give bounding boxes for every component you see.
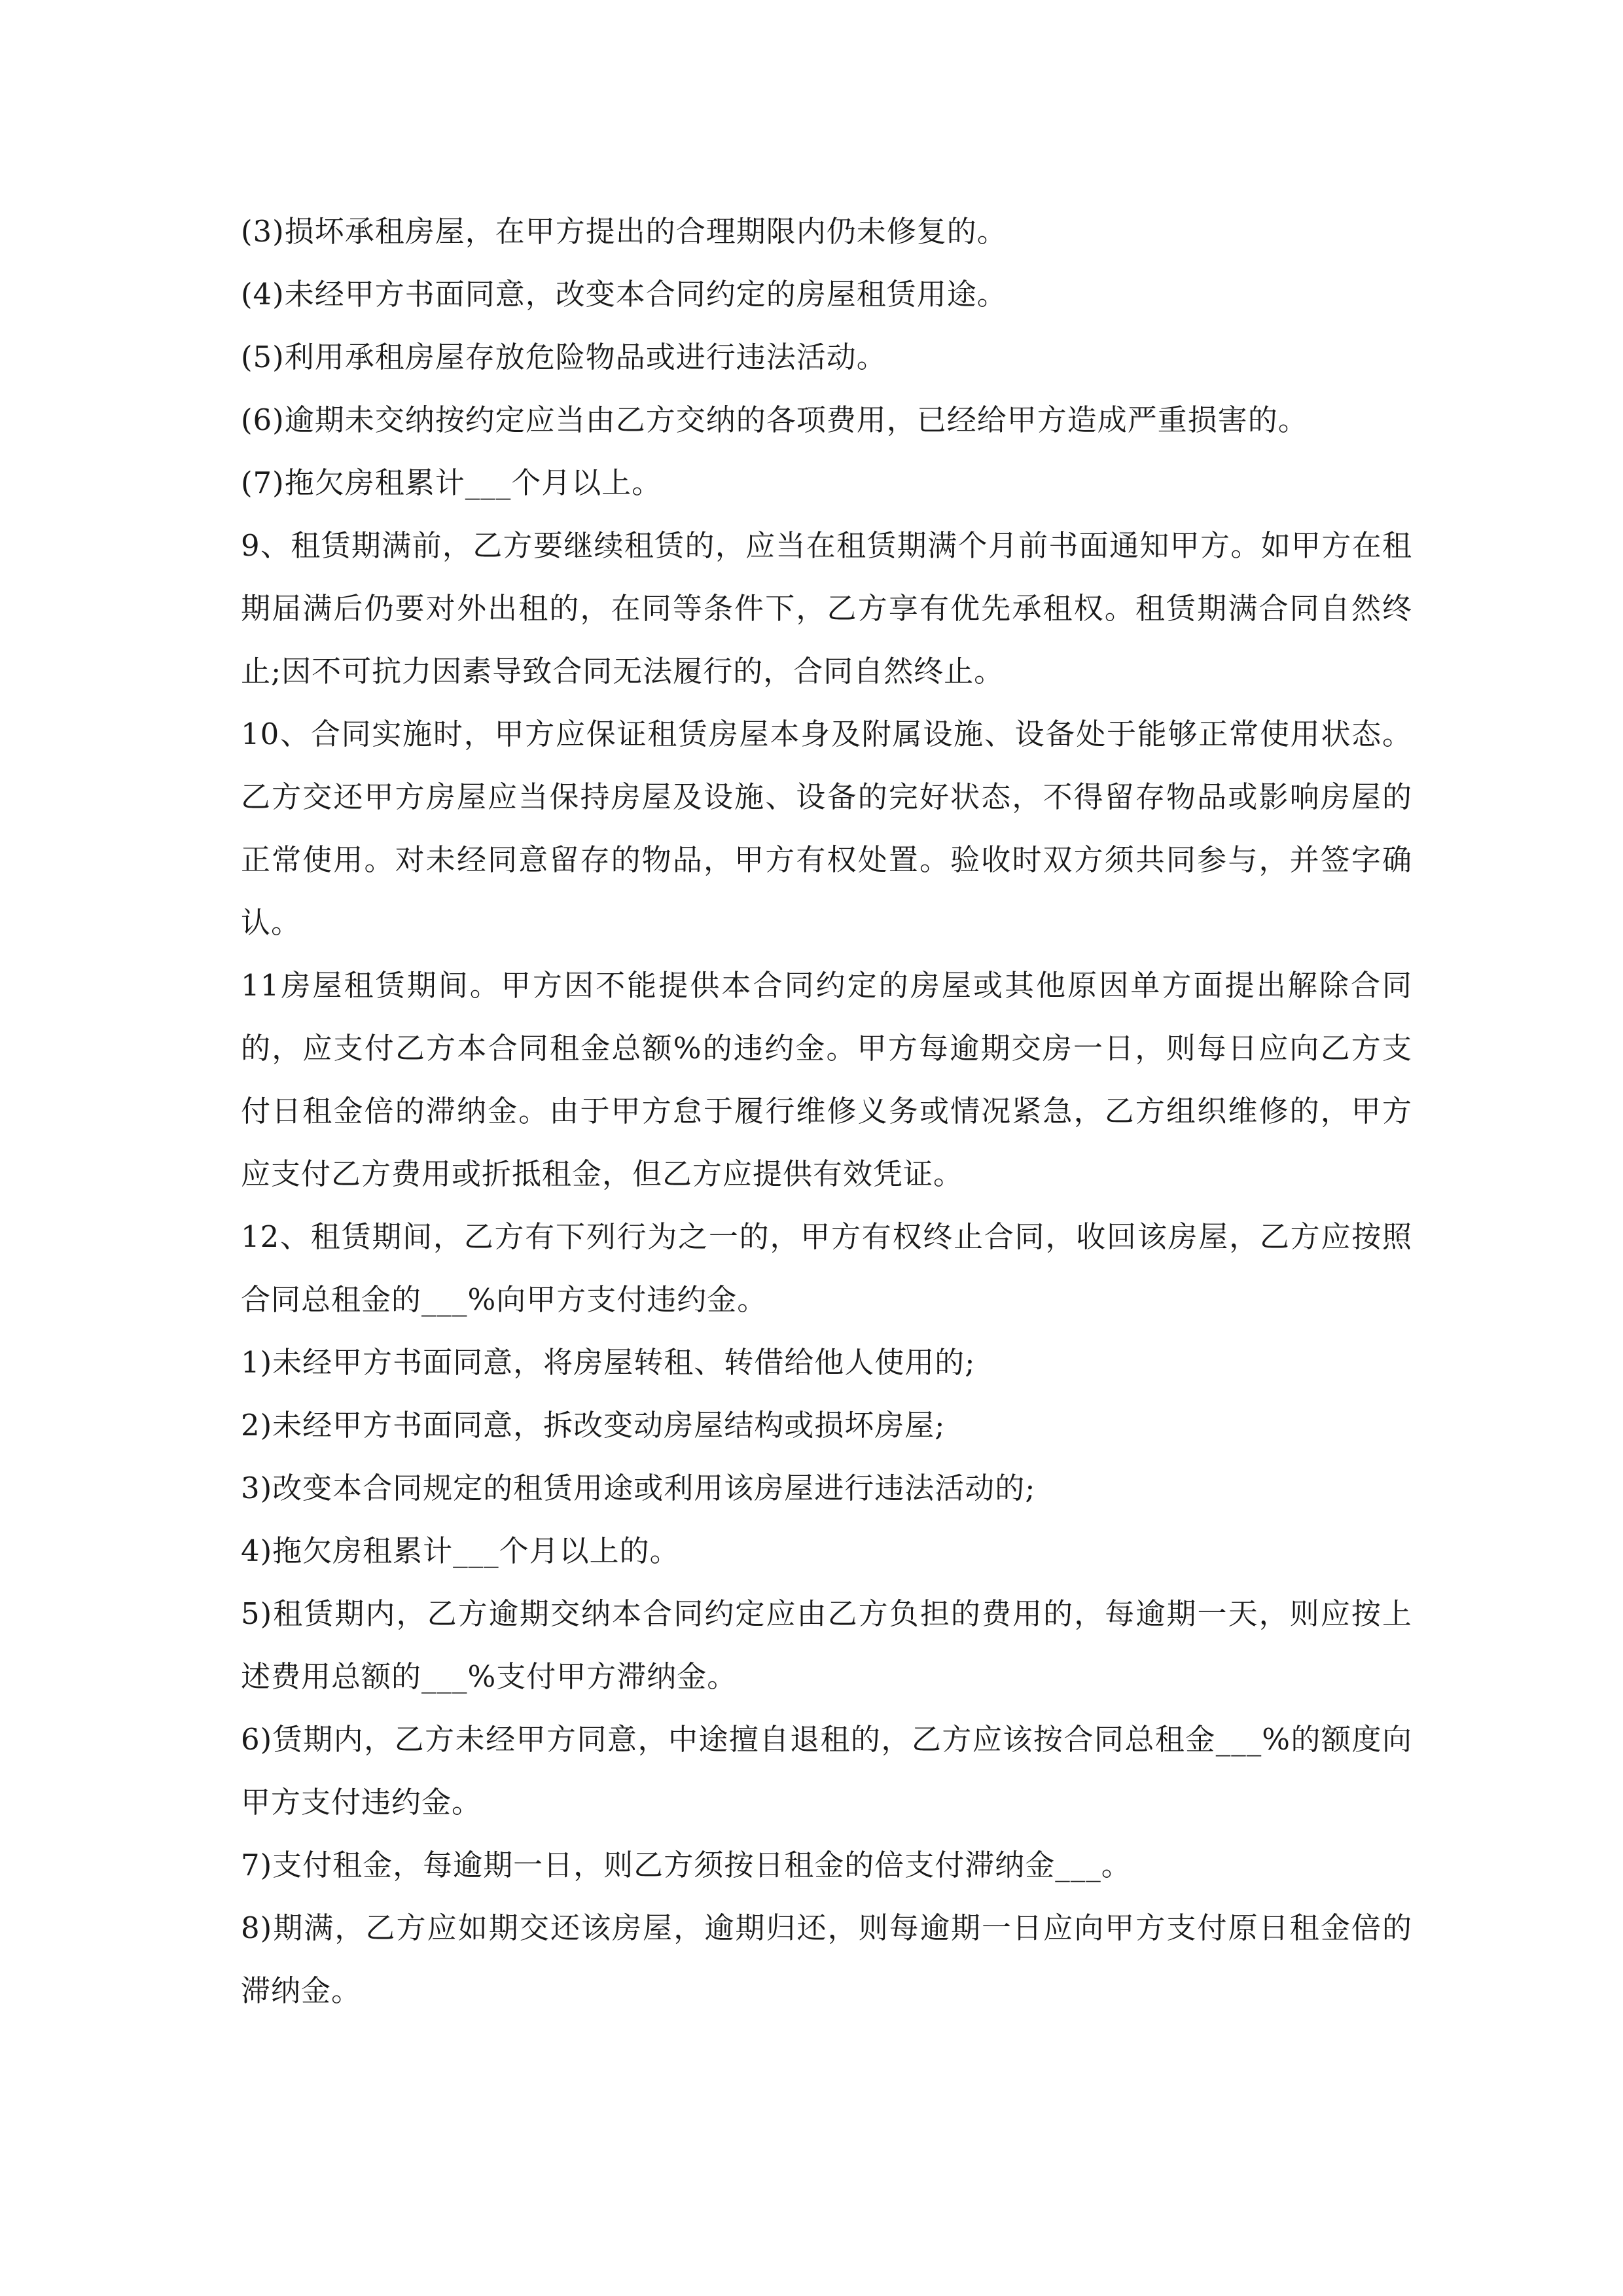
item-7-late-rent: 7)支付租金，每逾期一日，则乙方须按日租金的倍支付滞纳金___。: [241, 1848, 1132, 1882]
item-5-late-fees: 5)租赁期内，乙方逾期交纳本合同约定应由乙方负担的费用的，每逾期一天，则应按上述费用总额的___%支付甲方滞纳金。: [241, 1596, 1412, 1694]
document-body: [241, 200, 1412, 2022]
section-9-renewal: 9、租赁期满前，乙方要继续租赁的，应当在租赁期满个月前书面通知甲方。如甲方在租期届满后仍要对外出租的，在同等条件下，乙方享有优先承租权。租赁期满合同自然终止;因不可抗力因素导致合同无法履行的，合同自然终止。: [241, 528, 1412, 689]
item-4-arrears: 4)拖欠房租累计___个月以上的。: [241, 1534, 680, 1568]
item-8-return-property: 8)期满，乙方应如期交还该房屋，逾期归还，则每逾期一日应向甲方支付原日租金倍的滞纳金。: [241, 1910, 1412, 2008]
item-3-purpose-change: 3)改变本合同规定的租赁用途或利用该房屋进行违法活动的;: [241, 1471, 1036, 1505]
item-6-early-termination: 6)赁期内，乙方未经甲方同意，中途擅自退租的，乙方应该按合同总租金___%的额度向甲方支付违约金。: [241, 1722, 1412, 1820]
item-1-sublet: 1)未经甲方书面同意，将房屋转租、转借给他人使用的;: [241, 1345, 976, 1380]
section-10-implementation: 10、合同实施时，甲方应保证租赁房屋本身及附属设施、设备处于能够正常使用状态。乙方交还甲方房屋应当保持房屋及设施、设备的完好状态，不得留存物品或影响房屋的正常使用。对未经同意留存的物品，甲方有权处置。验收时双方须共同参与，并签字确认。: [241, 717, 1412, 940]
section-11-lessor-breach: 11房屋租赁期间。甲方因不能提供本合同约定的房屋或其他原因单方面提出解除合同的，应支付乙方本合同租金总额%的违约金。甲方每逾期交房一日，则每日应向乙方支付日租金倍的滞纳金。由于甲方怠于履行维修义务或情况紧急，乙方组织维修的，甲方应支付乙方费用或折抵租金，但乙方应提供有效凭证。: [241, 968, 1412, 1191]
clause-7-rent-arrears: (7)拖欠房租累计___个月以上。: [241, 465, 662, 500]
item-2-alteration: 2)未经甲方书面同意，拆改变动房屋结构或损坏房屋;: [241, 1408, 946, 1443]
section-12-termination: 12、租赁期间，乙方有下列行为之一的，甲方有权终止合同，收回该房屋，乙方应按照合同总租金的___%向甲方支付违约金。: [241, 1219, 1412, 1317]
clause-6-overdue-fees: (6)逾期未交纳按约定应当由乙方交纳的各项费用，已经给甲方造成严重损害的。: [241, 403, 1308, 437]
clause-4-change-use: (4)未经甲方书面同意，改变本合同约定的房屋租赁用途。: [241, 277, 1007, 312]
clause-3-damage: (3)损坏承租房屋，在甲方提出的合理期限内仍未修复的。: [241, 214, 1007, 249]
clause-5-illegal-activity: (5)利用承租房屋存放危险物品或进行违法活动。: [241, 340, 887, 374]
